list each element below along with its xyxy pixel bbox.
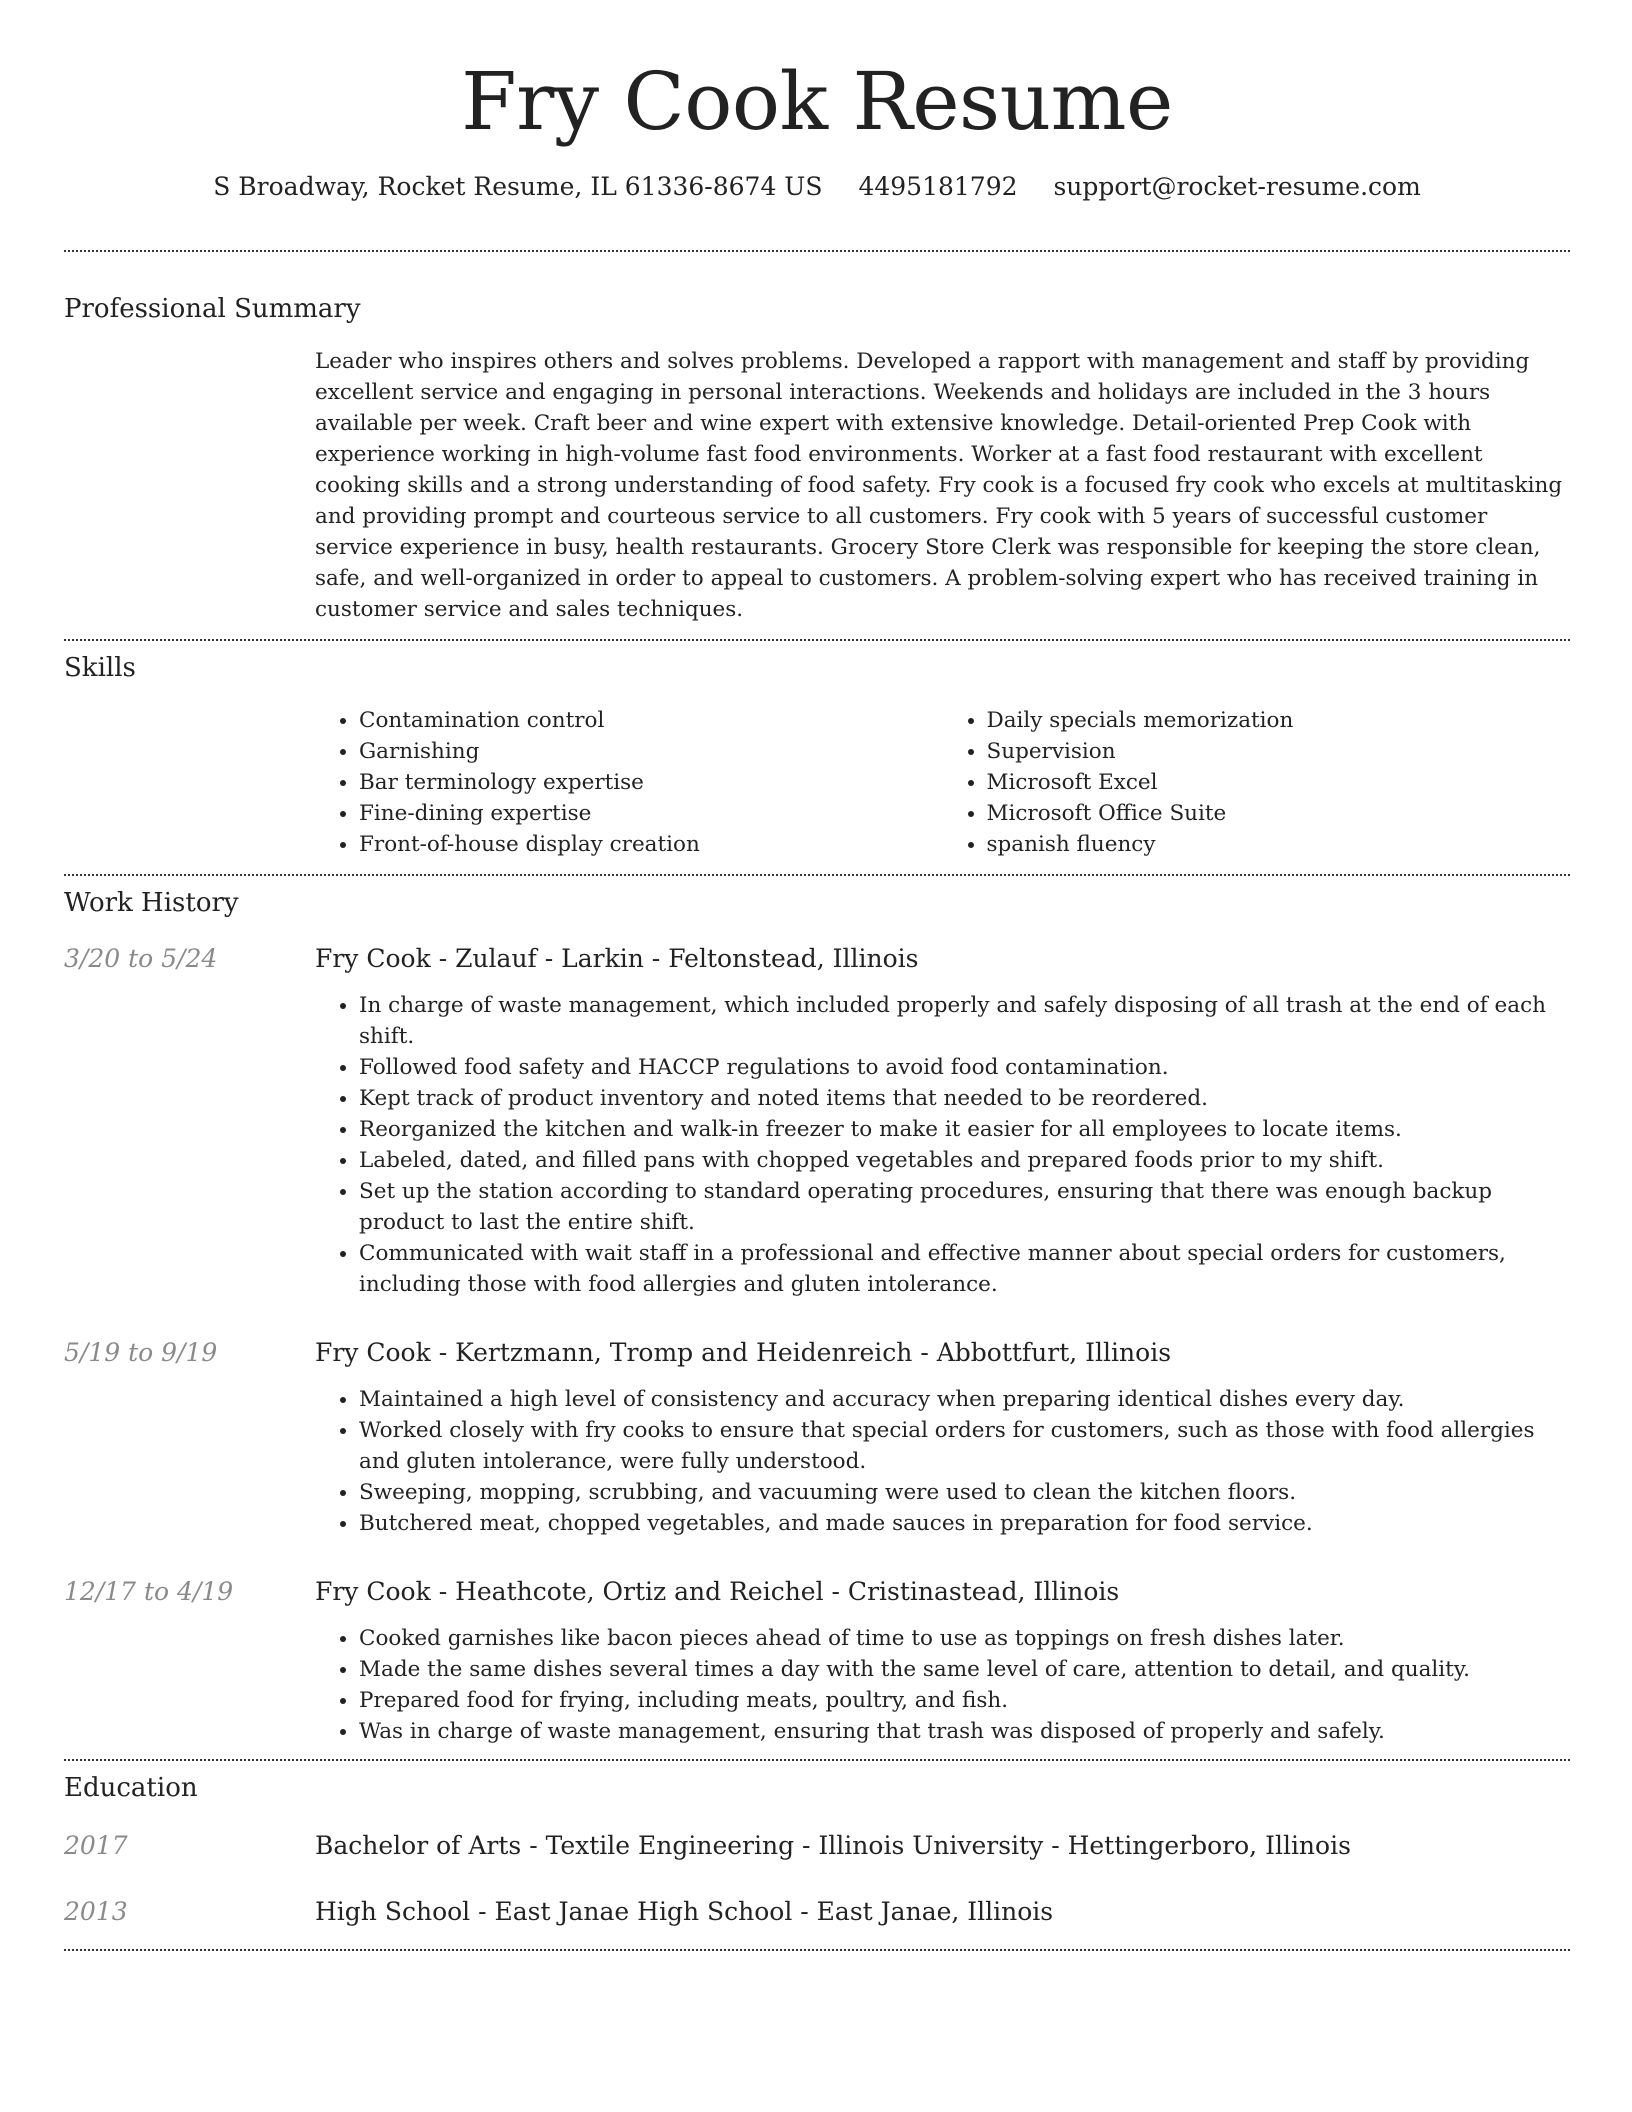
skill-item: • Garnishing	[359, 736, 943, 767]
job-entry	[64, 942, 1570, 1300]
section-divider	[64, 1949, 1570, 1951]
contact-email: support@rocket-resume.com	[1053, 172, 1421, 201]
skill-item: • Fine-dining expertise	[359, 798, 943, 829]
job-title: Fry Cook - Zulauf - Larkin - Feltonstead, Illinois	[315, 944, 919, 973]
job-bullet: • Was in charge of waste management, ensuring that trash was disposed of properly and safely.	[359, 1716, 1570, 1747]
job-bullet: • Communicated with wait staff in a professional and effective manner about special orders for customers, including those with food allergies and gluten intolerance.	[359, 1238, 1570, 1300]
job-bullet: • Labeled, dated, and filled pans with chopped vegetables and prepared foods prior to my shift.	[359, 1145, 1570, 1176]
resume-page	[64, 0, 1570, 1951]
job-entry	[64, 1336, 1570, 1539]
job-dates: 12/17 to 4/19	[64, 1577, 234, 1606]
job-bullet: • Butchered meat, chopped vegetables, and made sauces in preparation for food service.	[359, 1508, 1570, 1539]
education-text: High School - East Janae High School - East Janae, Illinois	[315, 1897, 1054, 1926]
summary-section	[64, 292, 1570, 625]
skills-heading: Skills	[64, 653, 136, 683]
page-title: Fry Cook Resume	[461, 55, 1173, 148]
education-entry	[64, 1829, 1570, 1863]
job-bullet: • Prepared food for frying, including meats, poultry, and fish.	[359, 1685, 1570, 1716]
work-history-section	[64, 886, 1570, 1759]
job-bullets	[315, 1384, 1570, 1539]
contact-line	[64, 170, 1570, 204]
contact-address: S Broadway, Rocket Resume, IL 61336-8674 US	[213, 172, 823, 201]
education-section	[64, 1771, 1570, 1949]
section-divider	[64, 1759, 1570, 1761]
job-title: Fry Cook - Heathcote, Ortiz and Reichel - Cristinastead, Illinois	[315, 1577, 1120, 1606]
summary-heading: Professional Summary	[64, 294, 361, 324]
job-bullet: • Worked closely with fry cooks to ensure that special orders for customers, such as those with food allergies and gluten intolerance, were fully understood.	[359, 1415, 1570, 1477]
skill-item: • Supervision	[987, 736, 1571, 767]
skill-item: • Daily specials memorization	[987, 705, 1571, 736]
job-bullet: • Made the same dishes several times a day with the same level of care, attention to detail, and quality.	[359, 1654, 1570, 1685]
skill-item: • Bar terminology expertise	[359, 767, 943, 798]
job-bullet: • Kept track of product inventory and noted items that needed to be reordered.	[359, 1083, 1570, 1114]
job-dates: 3/20 to 5/24	[64, 944, 218, 973]
job-body	[315, 1336, 1570, 1539]
job-dates: 5/19 to 9/19	[64, 1338, 218, 1367]
skill-item: • Microsoft Excel	[987, 767, 1571, 798]
job-bullet: • Cooked garnishes like bacon pieces ahead of time to use as toppings on fresh dishes later.	[359, 1623, 1570, 1654]
education-text: Bachelor of Arts - Textile Engineering - Illinois University - Hettingerboro, Illinois	[315, 1831, 1351, 1860]
job-bullet: • Sweeping, mopping, scrubbing, and vacuuming were used to clean the kitchen floors.	[359, 1477, 1570, 1508]
job-bullets	[315, 990, 1570, 1300]
job-body	[315, 942, 1570, 1300]
skills-section	[64, 651, 1570, 860]
skills-column-left	[315, 705, 943, 860]
work-history-heading: Work History	[64, 888, 239, 918]
skill-item: • Contamination control	[359, 705, 943, 736]
job-bullet: • Reorganized the kitchen and walk-in freezer to make it easier for all employees to locate items.	[359, 1114, 1570, 1145]
contact-phone: 4495181792	[858, 172, 1018, 201]
education-year: 2017	[64, 1831, 128, 1860]
summary-text: Leader who inspires others and solves problems. Developed a rapport with management and staff by providing excellent service and engaging in personal interactions. Weekends and holidays are included in the 3 hours available per week. Craft beer and wine expert with extensive knowledge. Detail-oriented Prep Cook with experience working in high-volume fast food environments. Worker at a fast food restaurant with excellent cooking skills and a strong understanding of food safety. Fry cook is a focused fry cook who excels at multitasking and providing prompt and courteous service to all customers. Fry cook with 5 years of successful customer service experience in busy, health restaurants. Grocery Store Clerk was responsible for keeping the store clean, safe, and well-organized in order to appeal to customers. A problem-solving expert who has received training in customer service and sales techniques.	[315, 349, 1563, 622]
skills-list	[315, 705, 1570, 860]
skills-column-right	[943, 705, 1571, 860]
skill-item: • Front-of-house display creation	[359, 829, 943, 860]
section-divider	[64, 874, 1570, 876]
section-divider	[64, 639, 1570, 641]
job-entry	[64, 1575, 1570, 1747]
skill-item: • Microsoft Office Suite	[987, 798, 1571, 829]
education-heading: Education	[64, 1773, 198, 1803]
job-bullet: • Maintained a high level of consistency and accuracy when preparing identical dishes every day.	[359, 1384, 1570, 1415]
job-title: Fry Cook - Kertzmann, Tromp and Heidenreich - Abbottfurt, Illinois	[315, 1338, 1172, 1367]
section-divider	[64, 250, 1570, 252]
education-year: 2013	[64, 1897, 128, 1926]
job-bullet: • Set up the station according to standard operating procedures, ensuring that there was enough backup product to last the entire shift.	[359, 1176, 1570, 1238]
job-bullets	[315, 1623, 1570, 1747]
education-entry	[64, 1895, 1570, 1929]
job-bullet: • Followed food safety and HACCP regulations to avoid food contamination.	[359, 1052, 1570, 1083]
job-bullet: • In charge of waste management, which included properly and safely disposing of all trash at the end of each shift.	[359, 990, 1570, 1052]
job-body	[315, 1575, 1570, 1747]
skill-item: • spanish fluency	[987, 829, 1571, 860]
